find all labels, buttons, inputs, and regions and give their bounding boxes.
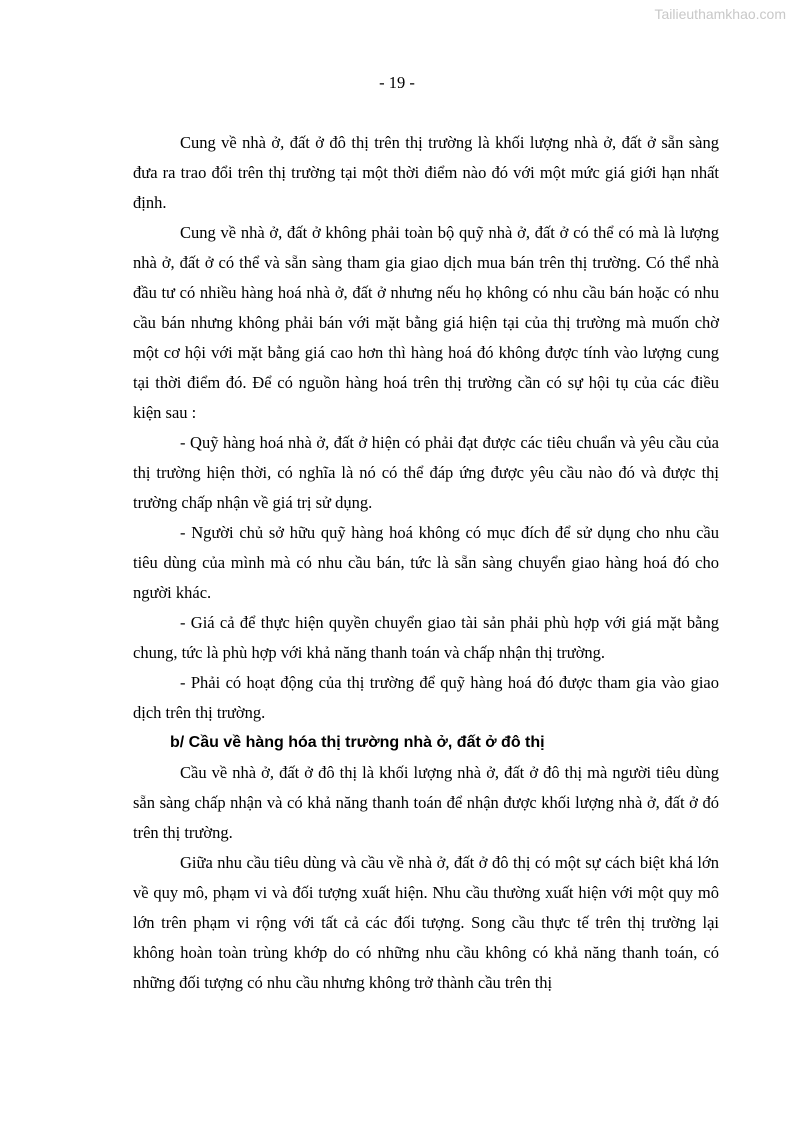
bullet-paragraph: - Người chủ sở hữu quỹ hàng hoá không có mục đích để sử dụng cho nhu cầu tiêu dùng của mình mà có nhu cầu bán, tức là sẵn sàng chuyển giao hàng hoá đó cho người khác. — [133, 523, 719, 602]
page-number: - 19 - — [379, 73, 415, 92]
paragraph: Cầu về nhà ở, đất ở đô thị là khối lượng nhà ở, đất ở đô thị mà người tiêu dùng sẵn sàng chấp nhận và có khả năng thanh toán để nhận được khối lượng nhà ở, đất ở đó trên thị trường. — [133, 763, 719, 842]
watermark: Tailieuthamkhao.com — [654, 6, 786, 22]
paragraph: Cung về nhà ở, đất ở đô thị trên thị trường là khối lượng nhà ở, đất ở sẵn sàng đưa ra trao đổi trên thị trường tại một thời điểm nào đó với một mức giá giới hạn nhất định. — [133, 133, 719, 212]
paragraph: Giữa nhu cầu tiêu dùng và cầu về nhà ở, đất ở đô thị có một sự cách biệt khá lớn về quy mô, phạm vi và đối tượng xuất hiện. Nhu cầu thường xuất hiện với một quy mô lớn trên phạm vi rộng với tất cả các đối tượng. Song cầu thực tế trên thị trường lại không hoàn toàn trùng khớp do có những nhu cầu không có khả năng thanh toán, có những đối tượng có nhu cầu nhưng không trở thành cầu trên thị — [133, 853, 719, 992]
section-heading: b/ Cầu về hàng hóa thị trường nhà ở, đất ở đô thị — [170, 734, 545, 751]
bullet-paragraph: - Quỹ hàng hoá nhà ở, đất ở hiện có phải đạt được các tiêu chuẩn và yêu cầu của thị trường hiện thời, có nghĩa là nó có thể đáp ứng được yêu cầu nào đó và được thị trường chấp nhận về giá trị sử dụng. — [133, 433, 719, 512]
bullet-paragraph: - Giá cả để thực hiện quyền chuyển giao tài sản phải phù hợp với giá mặt bằng chung, tức là phù hợp với khả năng thanh toán và chấp nhận thị trường. — [133, 613, 719, 662]
bullet-paragraph: - Phải có hoạt động của thị trường để quỹ hàng hoá đó được tham gia vào giao dịch trên thị trường. — [133, 673, 719, 722]
document-body — [133, 128, 719, 998]
paragraph: Cung về nhà ở, đất ở không phải toàn bộ quỹ nhà ở, đất ở có thể có mà là lượng nhà ở, đất ở có thể và sẵn sàng tham gia giao dịch mua bán trên thị trường. Có thể nhà đầu tư có nhiều hàng hoá nhà ở, đất ở nhưng nếu họ không có nhu cầu bán hoặc có nhu cầu bán nhưng không phải bán với mặt bằng giá hiện tại của thị trường mà muốn chờ một cơ hội với mặt bằng giá cao hơn thì hàng hoá đó không được tính vào lượng cung tại thời điểm đó. Để có nguồn hàng hoá trên thị trường cần có sự hội tụ của các điều kiện sau : — [133, 223, 719, 422]
